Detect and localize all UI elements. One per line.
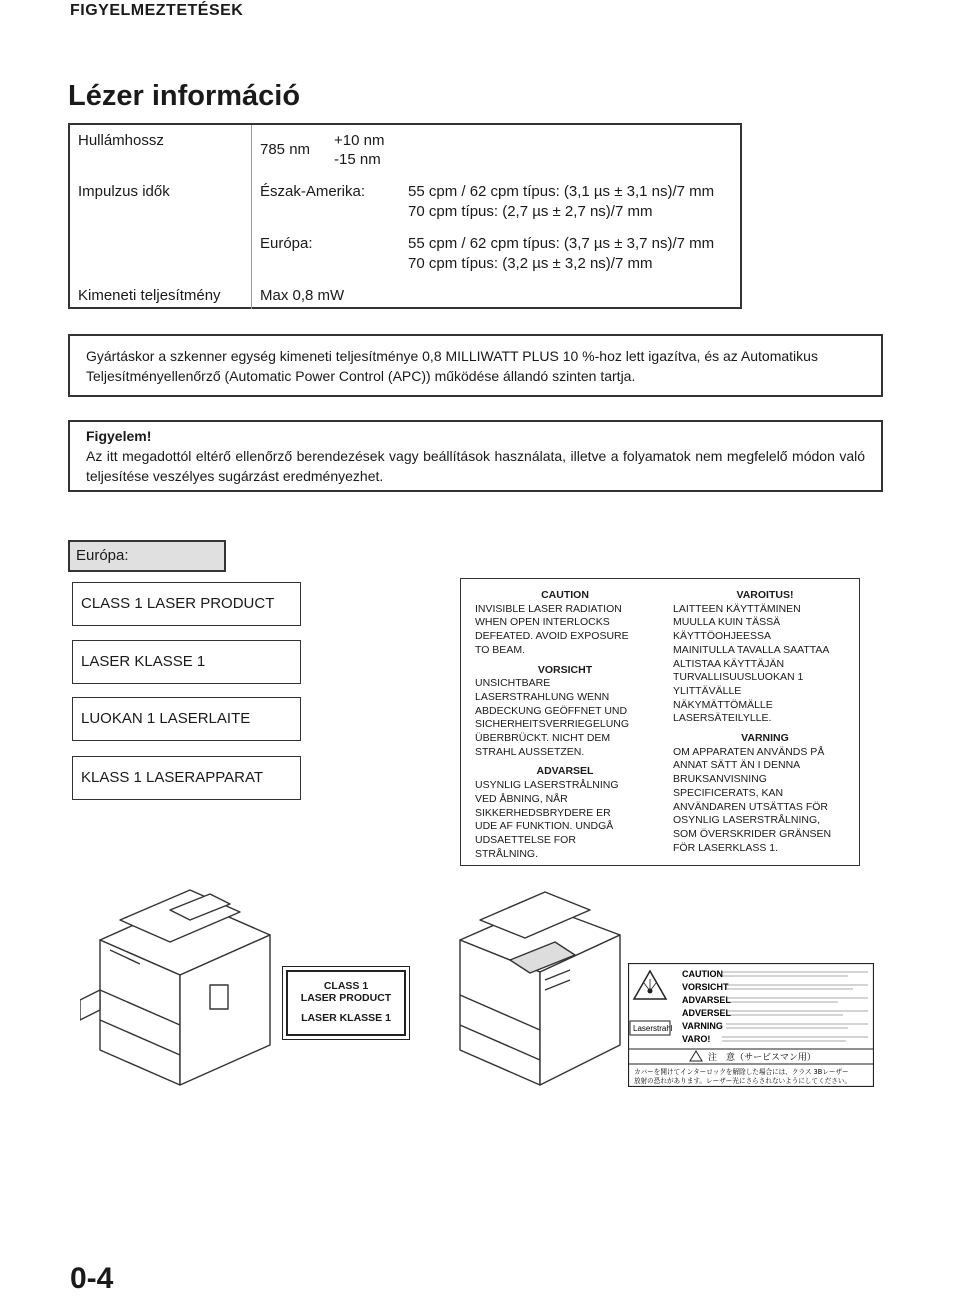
advarsel-line: UDE AF FUNKTION. UNDGÅ xyxy=(475,820,614,833)
north-america-line-2: 70 cpm típus: (2,7 µs ± 2,7 ns)/7 mm xyxy=(408,203,653,220)
varoitus-title: VAROITUS! xyxy=(736,589,794,601)
caution-line: INVISIBLE LASER RADIATION xyxy=(475,602,622,615)
varoitus-line: ALTISTAA KÄYTTÄJÄN xyxy=(673,657,785,670)
laser-spec-table xyxy=(68,123,742,309)
caution-column-right xyxy=(673,589,857,855)
caution-title: CAUTION xyxy=(541,589,589,601)
small-label-line-2: LASER PRODUCT xyxy=(300,992,392,1004)
warning-title: Figyelem! xyxy=(86,428,152,444)
jlabel-word: ADVARSEL xyxy=(682,995,731,1005)
advarsel-line: USYNLIG LASERSTRÅLNING xyxy=(475,779,619,792)
jlabel-word: ADVERSEL xyxy=(682,1008,732,1018)
wavelength-tol-minus: -15 nm xyxy=(334,151,381,168)
varoitus-line: LASERSÄTEILYLLE. xyxy=(673,712,772,725)
vorsicht-line: ABDECKUNG GEÖFFNET UND xyxy=(475,704,628,717)
wavelength-tol-plus: +10 nm xyxy=(334,132,385,149)
jp-line-1: カバーを開けてインターロックを解除した場合には、クラス 3Bレーザー xyxy=(634,1068,849,1076)
caution-line: TO BEAM. xyxy=(475,643,525,656)
varoitus-line: MUULLA KUIN TÄSSÄ xyxy=(673,616,781,629)
vorsicht-line: UNSICHTBARE xyxy=(475,677,551,690)
varning-line: FÖR LASERKLASS 1. xyxy=(673,841,779,854)
varoitus-line: MAINITULLA TAVALLA SAATTAA xyxy=(673,643,830,656)
service-warning-label xyxy=(628,963,874,1087)
varning-line: SOM ÖVERSKRIDER GRÄNSEN xyxy=(673,827,832,840)
varning-line: OSYNLIG LASERSTRÅLNING, xyxy=(673,814,821,827)
advarsel-title: ADVARSEL xyxy=(536,765,594,778)
small-label-line-3: LASER KLASSE 1 xyxy=(301,1012,391,1024)
class-label-de: LASER KLASSE 1 xyxy=(72,640,301,684)
europe-line-1: 55 cpm / 62 cpm típus: (3,7 µs ± 3,7 ns)/7 mm xyxy=(408,235,715,252)
jlabel-word: VORSICHT xyxy=(682,982,729,992)
advarsel-line: UDSAETTELSE FOR xyxy=(475,833,576,846)
varning-line: ANVÄNDAREN UTSÄTTAS FÖR xyxy=(673,800,828,813)
class1-product-label xyxy=(282,966,410,1040)
region-label: Európa: xyxy=(68,540,226,572)
class-label-en: CLASS 1 LASER PRODUCT xyxy=(72,582,301,626)
varning-line: SPECIFICERATS, KAN xyxy=(673,786,784,799)
class-label-sv: KLASS 1 LASERAPPARAT xyxy=(72,756,301,800)
laserstrahl-text: Laserstrahl xyxy=(633,1024,673,1033)
advarsel-line: VED ÅBNING, NÅR xyxy=(475,792,568,805)
page-number: 0-4 xyxy=(70,1262,114,1295)
vorsicht-line: LASERSTRAHLUNG WENN xyxy=(475,690,610,703)
europe-line-2: 70 cpm típus: (3,2 µs ± 3,2 ns)/7 mm xyxy=(408,255,653,272)
jlabel-word: VARO! xyxy=(682,1034,711,1044)
page-title: Lézer információ xyxy=(68,80,301,112)
pulse-label: Impulzus idők xyxy=(78,183,170,200)
jp-line-2: 放射の恐れがあります。レーザー光にさらされないようにしてください。 xyxy=(634,1077,852,1085)
small-label-line-1: CLASS 1 xyxy=(323,980,369,992)
varning-line: BRUKSANVISNING xyxy=(673,773,767,786)
vorsicht-title: VORSICHT xyxy=(537,663,593,676)
varning-line: ANNAT SÄTT ÄN I DENNA xyxy=(673,759,801,772)
info-box: Gyártáskor a szkenner egység kimeneti teljesítménye 0,8 MILLIWATT PLUS 10 %-hoz lett igazítva, és az Automatikus Teljesítményellenőrző (Automatic Power Control (APC)) működése állandó szinten tartja. xyxy=(68,334,883,397)
varoitus-line: TURVALLISUUSLUOKAN 1 xyxy=(673,671,804,684)
europe-label: Európa: xyxy=(260,235,313,252)
printer-illustration-open xyxy=(450,880,625,1090)
varoitus-line: YLITTÄVÄLLE xyxy=(673,684,742,697)
varning-title: VARNING xyxy=(741,732,789,745)
power-value: Max 0,8 mW xyxy=(260,287,345,304)
varning-line: OM APPARATEN ANVÄNDS PÅ xyxy=(673,745,825,758)
advarsel-line: SIKKERHEDSBRYDERE ER xyxy=(475,806,611,819)
varoitus-line: KÄYTTÖOHJEESSA xyxy=(673,630,772,643)
wavelength-value: 785 nm xyxy=(260,141,311,158)
jlabel-word: CAUTION xyxy=(682,969,723,979)
jlabel-word: VARNING xyxy=(682,1021,723,1031)
caution-line: WHEN OPEN INTERLOCKS xyxy=(475,616,610,629)
advarsel-line: STRÅLNING. xyxy=(475,847,539,860)
jp-title: 注 意（サービスマン用） xyxy=(708,1053,816,1063)
caution-label xyxy=(460,578,860,866)
power-label: Kimeneti teljesítmény xyxy=(78,287,221,304)
north-america-line-1: 55 cpm / 62 cpm típus: (3,1 µs ± 3,1 ns)/7 mm xyxy=(408,183,715,200)
caution-column-left xyxy=(475,589,655,861)
printer-illustration-front xyxy=(80,880,280,1090)
varoitus-line: NÄKYMÄTTÖMÄLLE xyxy=(673,698,773,711)
vorsicht-line: ÜBERBRÜCKT. NICHT DEM xyxy=(475,732,611,745)
warning-box xyxy=(68,420,883,492)
vorsicht-line: STRAHL AUSSETZEN. xyxy=(475,745,585,758)
warning-text: Az itt megadottól eltérő ellenőrző berendezések vagy beállítások használata, illetve a folyamatok nem megfelelő módon való teljesítése veszélyes sugárzást eredményezhet. xyxy=(86,448,865,484)
section-header: FIGYELMEZTETÉSEK xyxy=(70,2,244,19)
vorsicht-line: SICHERHEITSVERRIEGELUNG xyxy=(475,718,630,731)
caution-line: DEFEATED. AVOID EXPOSURE xyxy=(475,630,629,643)
wavelength-label: Hullámhossz xyxy=(78,132,164,149)
class-label-fi: LUOKAN 1 LASERLAITE xyxy=(72,697,301,741)
north-america-label: Észak-Amerika: xyxy=(260,183,366,200)
varoitus-line: LAITTEEN KÄYTTÄMINEN xyxy=(673,602,801,615)
table-divider xyxy=(251,125,252,309)
